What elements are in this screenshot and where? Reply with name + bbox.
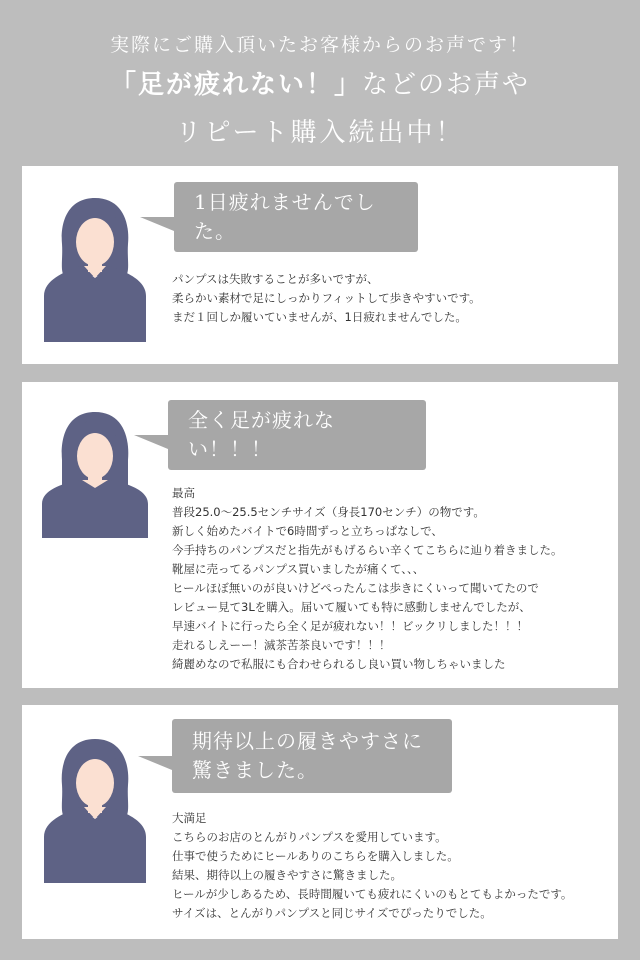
review-card-1: [22, 166, 618, 364]
review-bubble: 1日疲れませんでした。: [174, 182, 418, 252]
review-bubble: 全く足が疲れない！！！: [168, 400, 426, 470]
long-hair-woman-avatar-icon: [40, 408, 150, 538]
header-emphasis: 「足が疲れない！」: [109, 70, 362, 100]
header-line-2: [0, 64, 640, 101]
review-card-2: [22, 382, 618, 688]
short-hair-woman-avatar-icon: [40, 192, 150, 342]
review-bubble: 期待以上の履きやすさに 驚きました。: [172, 719, 452, 793]
short-hair-woman-avatar-icon: [40, 733, 150, 883]
header-line-2-rest: などのお声や: [362, 70, 531, 100]
review-text: 大満足 こちらのお店のとんがりパンプスを愛用しています。 仕事で使うためにヒールありのこちらを購入しました。 結果、期待以上の履きやすさに驚きました。 ヒールが少しあるため、長時間履いても疲れにくいのもとてもよかったです。 サイズは、とんがりパンプスと同じサイズでぴったりでした。: [172, 811, 573, 920]
header-line-1: 実際にご購入頂いたお客様からのお声です！: [109, 34, 530, 56]
header-line-3: リピート購入続出中！: [175, 118, 465, 148]
review-card-3: [22, 705, 618, 939]
review-text: 最高 普段25.0〜25.5センチサイズ（身長170センチ）の物です。 新しく始めたバイトで6時間ずっと立ちっぱなしで、 今手持ちのパンプスだと指先がもげるらい辛くてこちらに辿り着きました。 靴屋に売ってるパンプス買いましたが痛くて、、、 ヒールほぼ無いのが良いけどぺったんこは歩きにくいって聞いてたので レビュー見て3Lを購入。届いて履いても特に感動しませんでしたが、 早速バイトに行ったら全く足が疲れない！！ビックリしました！！！ 走れるしえーー！滅茶苦茶良いです！！！ 綺麗めなので私服にも合わせられるし良い買い物しちゃいました: [172, 486, 563, 671]
review-text: パンプスは失敗することが多いですが、 柔らかい素材で足にしっかりフィットして歩きやすいです。 まだ１回しか履いていませんが、1日疲れませんでした。: [172, 272, 481, 324]
